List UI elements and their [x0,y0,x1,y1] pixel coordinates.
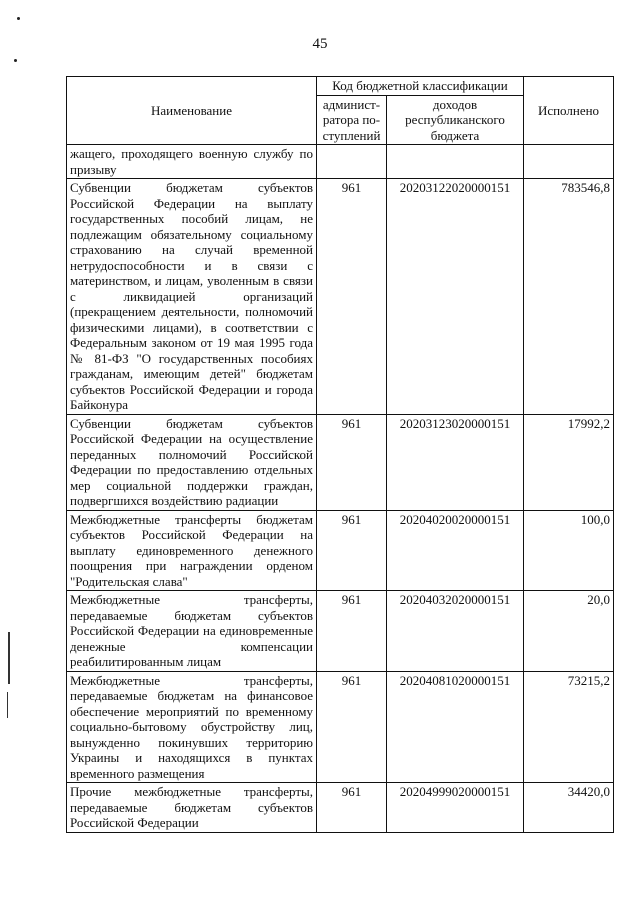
row-name: жащего, проходящего военную службу по призыву [67,145,317,179]
row-name: Межбюджетные трансферты, передаваемые бюджетам субъектов Российской Федерации на единовременные денежные компенсации реабилитированным лицам [67,591,317,672]
row-admin-code: 961 [317,783,387,833]
row-revenue-code [387,145,524,179]
page-number: 45 [312,36,328,52]
row-admin-code [317,145,387,179]
row-admin-code: 961 [317,591,387,672]
table-row [67,414,614,510]
row-name: Межбюджетные трансферты, передаваемые бюджетам на финансовое обеспечение мероприятий по временному социально-бытовому обустройству лиц, вынужденно покинувших территорию Украины и находящихся в пунктах временного размещения [67,671,317,783]
budget-table [66,76,614,833]
header-classification-code: Код бюджетной классификации [317,77,524,96]
row-admin-code: 961 [317,671,387,783]
row-admin-code: 961 [317,510,387,591]
row-executed: 20,0 [524,591,614,672]
header-revenue: доходов республиканского бюджета [387,95,524,145]
row-revenue-code: 20203122020000151 [387,179,524,415]
row-executed: 34420,0 [524,783,614,833]
row-name: Субвенции бюджетам субъектов Российской Федерации на осуществление переданных полномочий Российской Федерации по предоставлению отдельных мер социальной поддержки граждан, подвергшихся воздействию радиации [67,414,317,510]
table-row [67,591,614,672]
row-executed [524,145,614,179]
row-revenue-code: 20204081020000151 [387,671,524,783]
row-name: Межбюджетные трансферты бюджетам субъектов Российской Федерации на выплату единовременного денежного поощрения при награждении орденом "Родительская слава" [67,510,317,591]
scan-mark [8,632,10,684]
scan-mark [7,692,8,718]
row-revenue-code: 20204999020000151 [387,783,524,833]
row-name: Прочие межбюджетные трансферты, передаваемые бюджетам субъектов Российской Федерации [67,783,317,833]
row-revenue-code: 20203123020000151 [387,414,524,510]
row-executed: 100,0 [524,510,614,591]
row-revenue-code: 20204032020000151 [387,591,524,672]
table-row [67,510,614,591]
row-executed: 783546,8 [524,179,614,415]
table-row [67,671,614,783]
row-name: Субвенции бюджетам субъектов Российской Федерации на выплату государственных пособий лицам, не подлежащим обязательному социальному страхованию на случай временной нетрудоспособности и в связи с материнством, и лицам, уволенным в связи с ликвидацией организаций (прекращением деятельности, полномочий физическими лицами), в соответствии с Федеральным законом от 19 мая 1995 года № 81-ФЗ "О государственных пособиях гражданам, имеющим детей" бюджетам субъектов Российской Федерации и города Байконура [67,179,317,415]
row-executed: 73215,2 [524,671,614,783]
scan-mark [14,59,17,62]
table-row [67,783,614,833]
table-row [67,179,614,415]
header-executed: Исполнено [524,77,614,145]
row-admin-code: 961 [317,414,387,510]
row-revenue-code: 20204020020000151 [387,510,524,591]
header-name: Наименование [67,77,317,145]
header-row [67,77,614,96]
row-executed: 17992,2 [524,414,614,510]
scan-mark [17,17,20,20]
row-admin-code: 961 [317,179,387,415]
table-row [67,145,614,179]
header-admin: админист-ратора по-ступлений [317,95,387,145]
